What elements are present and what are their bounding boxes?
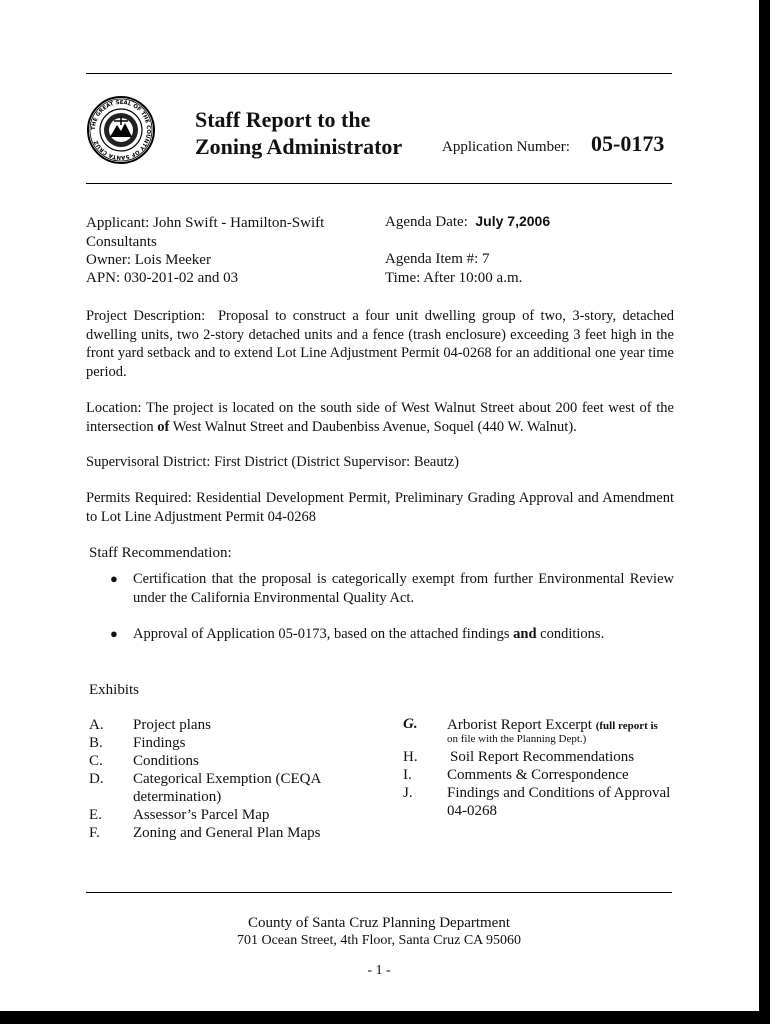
exhibit-item: Assessor’s Parcel Map xyxy=(133,807,270,823)
exhibit-letter: C. xyxy=(89,753,103,769)
exhibit-item: Zoning and General Plan Maps xyxy=(133,825,321,841)
header-rule-top xyxy=(86,73,672,74)
footer-department: County of Santa Cruz Planning Department xyxy=(247,915,511,931)
exhibit-letter: D. xyxy=(89,771,104,787)
exhibit-item: Categorical Exemption (CEQA xyxy=(133,771,322,787)
exhibit-letter: G. xyxy=(403,716,418,732)
applicant-continued: Consultants xyxy=(86,234,157,250)
exhibit-letter: J. xyxy=(403,785,413,801)
apn: APN: 030-201-02 and 03 xyxy=(86,270,239,286)
exhibit-item-continued: 04-0268 xyxy=(447,803,497,819)
exhibit-note: on file with the Planning Dept.) xyxy=(447,733,587,745)
scan-border-bottom xyxy=(0,1011,770,1024)
exhibit-item: Comments & Correspondence xyxy=(447,767,629,783)
exhibit-item: Arborist Report Excerpt (full report is xyxy=(447,717,658,733)
staff-recommendation-label: Staff Recommendation: xyxy=(89,545,232,561)
exhibit-letter: B. xyxy=(89,735,103,751)
application-number: 05-0173 xyxy=(591,131,665,156)
agenda-date: Agenda Date: July 7,2006 xyxy=(385,213,551,230)
scan-border-right xyxy=(759,0,770,1024)
location: Location: The project is located on the south side of West Walnut Street about 200 feet west of the intersection of West Walnut Street and Daubenbiss Avenue, Soquel (440 W. Walnut). xyxy=(86,400,674,435)
bullet-icon: ● xyxy=(110,626,118,641)
recommendation-item: Certification that the proposal is categorically exempt from further Environmental Review under the California Environmental Quality Act. xyxy=(133,571,674,606)
owner: Owner: Lois Meeker xyxy=(86,252,211,268)
exhibit-item: Findings xyxy=(133,735,186,751)
exhibit-letter: E. xyxy=(89,807,102,823)
exhibit-item: Soil Report Recommendations xyxy=(450,749,635,765)
agenda-item: Agenda Item #: 7 xyxy=(385,251,490,267)
exhibit-item: Conditions xyxy=(133,753,199,769)
applicant: Applicant: John Swift - Hamilton-Swift xyxy=(86,215,325,231)
permits-required: Permits Required: Residential Development Permit, Preliminary Grading Approval and Amendment to Lot Line Adjustment Permit 04-0268 xyxy=(86,490,674,525)
footer-rule xyxy=(86,892,672,893)
exhibit-item: Project plans xyxy=(133,717,211,733)
exhibit-letter: H. xyxy=(403,749,418,765)
exhibit-item: Findings and Conditions of Approval xyxy=(447,785,671,801)
exhibit-letter: I. xyxy=(403,767,412,783)
supervisorial-district: Supervisoral District: First District (District Supervisor: Beautz) xyxy=(86,454,459,470)
project-description: Project Description: Proposal to construct a four unit dwelling group of two, 3-story, detached dwelling units, two 2-story detached units and a fence (trash enclosure) exceeding 3 feet high in the front yard setback and to extend Lot Line Adjustment Permit 04-0268 for an additional one year time period. xyxy=(86,308,675,380)
svg-text:THE GREAT SEAL OF THE COUNTY O: THE GREAT SEAL OF THE COUNTY OF SANTA CRUZ xyxy=(90,99,152,161)
header-rule-bottom xyxy=(86,183,672,184)
report-title: Staff Report to the Zoning Administrator xyxy=(195,107,403,159)
bullet-icon: ● xyxy=(110,571,118,586)
footer-address: 701 Ocean Street, 4th Floor, Santa Cruz CA 95060 xyxy=(236,933,522,948)
exhibit-letter: F. xyxy=(89,825,100,841)
county-seal-logo xyxy=(86,95,156,165)
exhibit-item-continued: determination) xyxy=(133,789,222,805)
recommendation-item: Approval of Application 05-0173, based on the attached findings and conditions. xyxy=(133,626,605,642)
exhibit-letter: A. xyxy=(89,717,104,733)
page-number: - 1 - xyxy=(367,963,391,978)
agenda-time: Time: After 10:00 a.m. xyxy=(385,270,523,286)
application-number-label: Application Number: xyxy=(442,139,570,155)
exhibits-label: Exhibits xyxy=(89,682,140,698)
